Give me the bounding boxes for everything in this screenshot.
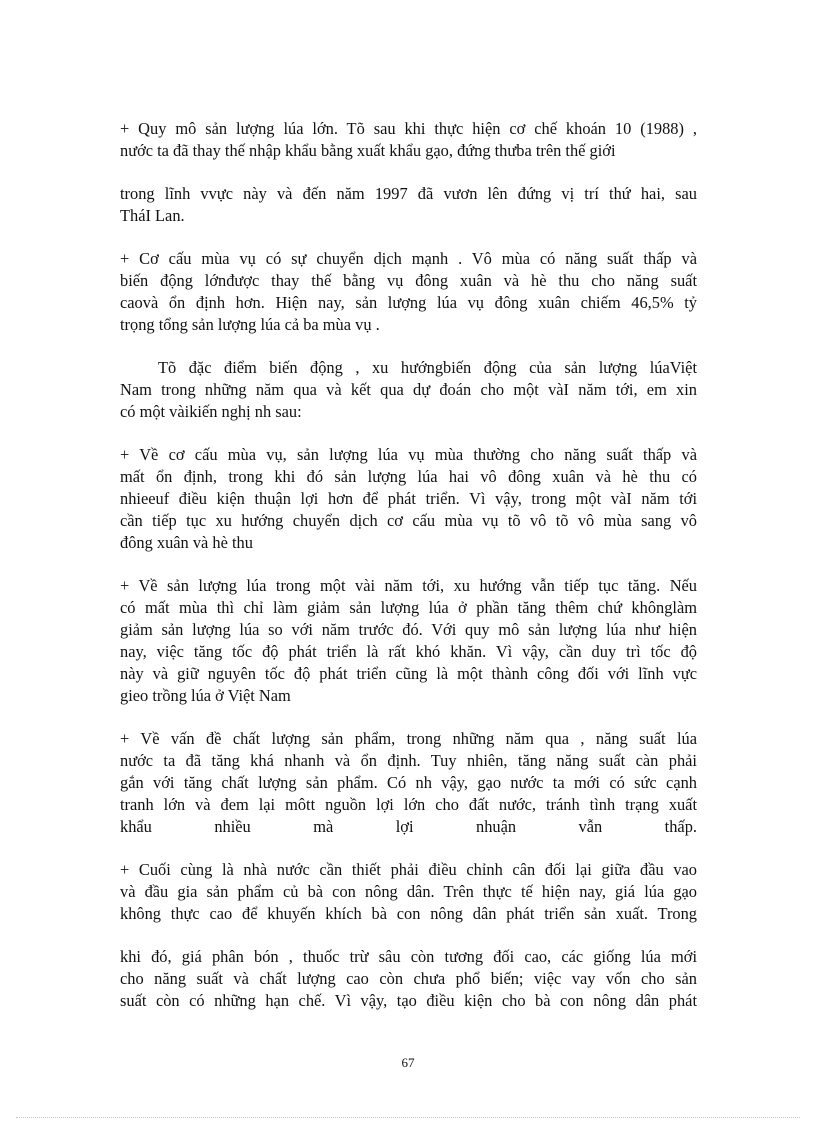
text-line: nước ta đã thay thế nhập khẩu bằng xuất khẩu gạo, đứng thưba trên thế giới: [120, 141, 616, 160]
text-line: trọng tổng sản lượng lúa cả ba mùa vụ .: [120, 315, 380, 334]
page-number: 67: [401, 1055, 415, 1070]
paragraph-3: [120, 248, 697, 336]
paragraph-2: [120, 183, 697, 227]
text-line: biến động lớnđược thay thế bằng vụ đông xuân và hè thu cho năng suất: [120, 271, 697, 290]
text-line: và đầu gia sản phẩm củ bà con nông dân. Trên thực tế hiện nay, giá lúa gạo: [120, 882, 697, 901]
text-line: + Cơ cấu mùa vụ có sự chuyển dịch mạnh . Vô mùa có năng suất thấp và: [120, 249, 697, 268]
text-line: đông xuân và hè thu: [120, 533, 253, 552]
paragraph-5: [120, 444, 697, 554]
text-line: + Về vấn đề chất lượng sản phẩm, trong những năm qua , năng suất lúa: [120, 729, 697, 748]
text-line: cần tiếp tục xu hướng chuyển dịch cơ cấu mùa vụ tõ vô tõ vô mùa sang vô: [120, 511, 697, 530]
page-body: [120, 118, 697, 1012]
paragraph-1: [120, 118, 697, 162]
page-bottom-divider: [16, 1117, 800, 1118]
text-line: giảm sản lượng lúa so với năm trước đó. Với quy mô sản lượng lúa như hiện: [120, 620, 697, 639]
text-line: tranh lớn và đem lại môtt nguồn lợi lớn cho đất nước, tránh tình trạng xuất: [120, 795, 697, 814]
text-line: cho năng suất và chất lượng cao còn chưa phổ biến; việc vay vốn cho sản: [120, 969, 697, 988]
text-line: này và giữ nguyên tốc độ phát triển cũng là một thành công đối với lĩnh vực: [120, 664, 697, 683]
paragraph-7: [120, 728, 697, 838]
text-line: nhieeuf điều kiện thuận lợi hơn để phát triển. Vì vậy, trong một vàI năm tới: [120, 489, 697, 508]
text-line: khi đó, giá phân bón , thuốc trừ sâu còn tương đối cao, các giống lúa mới: [120, 947, 697, 966]
paragraph-8: [120, 859, 697, 925]
text-line: + Về cơ cấu mùa vụ, sản lượng lúa vụ mùa thường cho năng suất thấp và: [120, 445, 697, 464]
text-line: gieo trồng lúa ở Việt Nam: [120, 686, 291, 705]
text-line: trong lĩnh vvực này và đến năm 1997 đã vươn lên đứng vị trí thứ hai, sau: [120, 184, 697, 203]
text-line: mất ổn định, trong khi đó sản lượng lúa hai vô đông xuân và hè thu có: [120, 467, 697, 486]
paragraph-6: [120, 575, 697, 707]
text-line: Nam trong những năm qua và kết qua dự đoán cho một vàI năm tới, em xin: [120, 380, 697, 399]
text-line: suất còn có những hạn chế. Vì vậy, tạo điều kiện cho bà con nông dân phát: [120, 991, 697, 1010]
text-line: có một vàikiến nghị nh sau:: [120, 402, 302, 421]
paragraph-9: [120, 946, 697, 1012]
text-line: + Quy mô sản lượng lúa lớn. Tõ sau khi thực hiện cơ chế khoán 10 (1988) ,: [120, 119, 697, 138]
text-line: gắn với tăng chất lượng sản phẩm. Có nh vậy, gạo nước ta mới có sức cạnh: [120, 773, 697, 792]
text-line: khẩu nhiều mà lợi nhuận vẫn thấp.: [120, 817, 697, 836]
text-line: TháI Lan.: [120, 206, 185, 225]
text-line: + Cuối cùng là nhà nước cần thiết phải điều chỉnh cân đối lại giữa đầu vao: [120, 860, 697, 879]
text-line: nước ta đã tăng khá nhanh và ổn định. Tuy nhiên, tăng năng suất càn phải: [120, 751, 697, 770]
paragraph-4: [120, 357, 697, 423]
text-line: caovà ổn định hơn. Hiện nay, sản lượng lúa vụ đông xuân chiếm 46,5% tỷ: [120, 293, 697, 312]
text-line: + Về sản lượng lúa trong một vài năm tới, xu hướng vẫn tiếp tục tăng. Nếu: [120, 576, 697, 595]
text-line: không thực cao để khuyến khích bà con nông dân phát triển sản xuất. Trong: [120, 904, 697, 923]
text-line: có mất mùa thì chỉ làm giảm sản lượng lúa ở phần tăng thêm chứ khônglàm: [120, 598, 697, 617]
text-line: Tõ đặc điểm biến động , xu hướngbiến động của sản lượng lúaViệt: [158, 358, 697, 377]
text-line: nay, việc tăng tốc độ phát triển là rất khó khăn. Vì vậy, cần duy trì tốc độ: [120, 642, 697, 661]
